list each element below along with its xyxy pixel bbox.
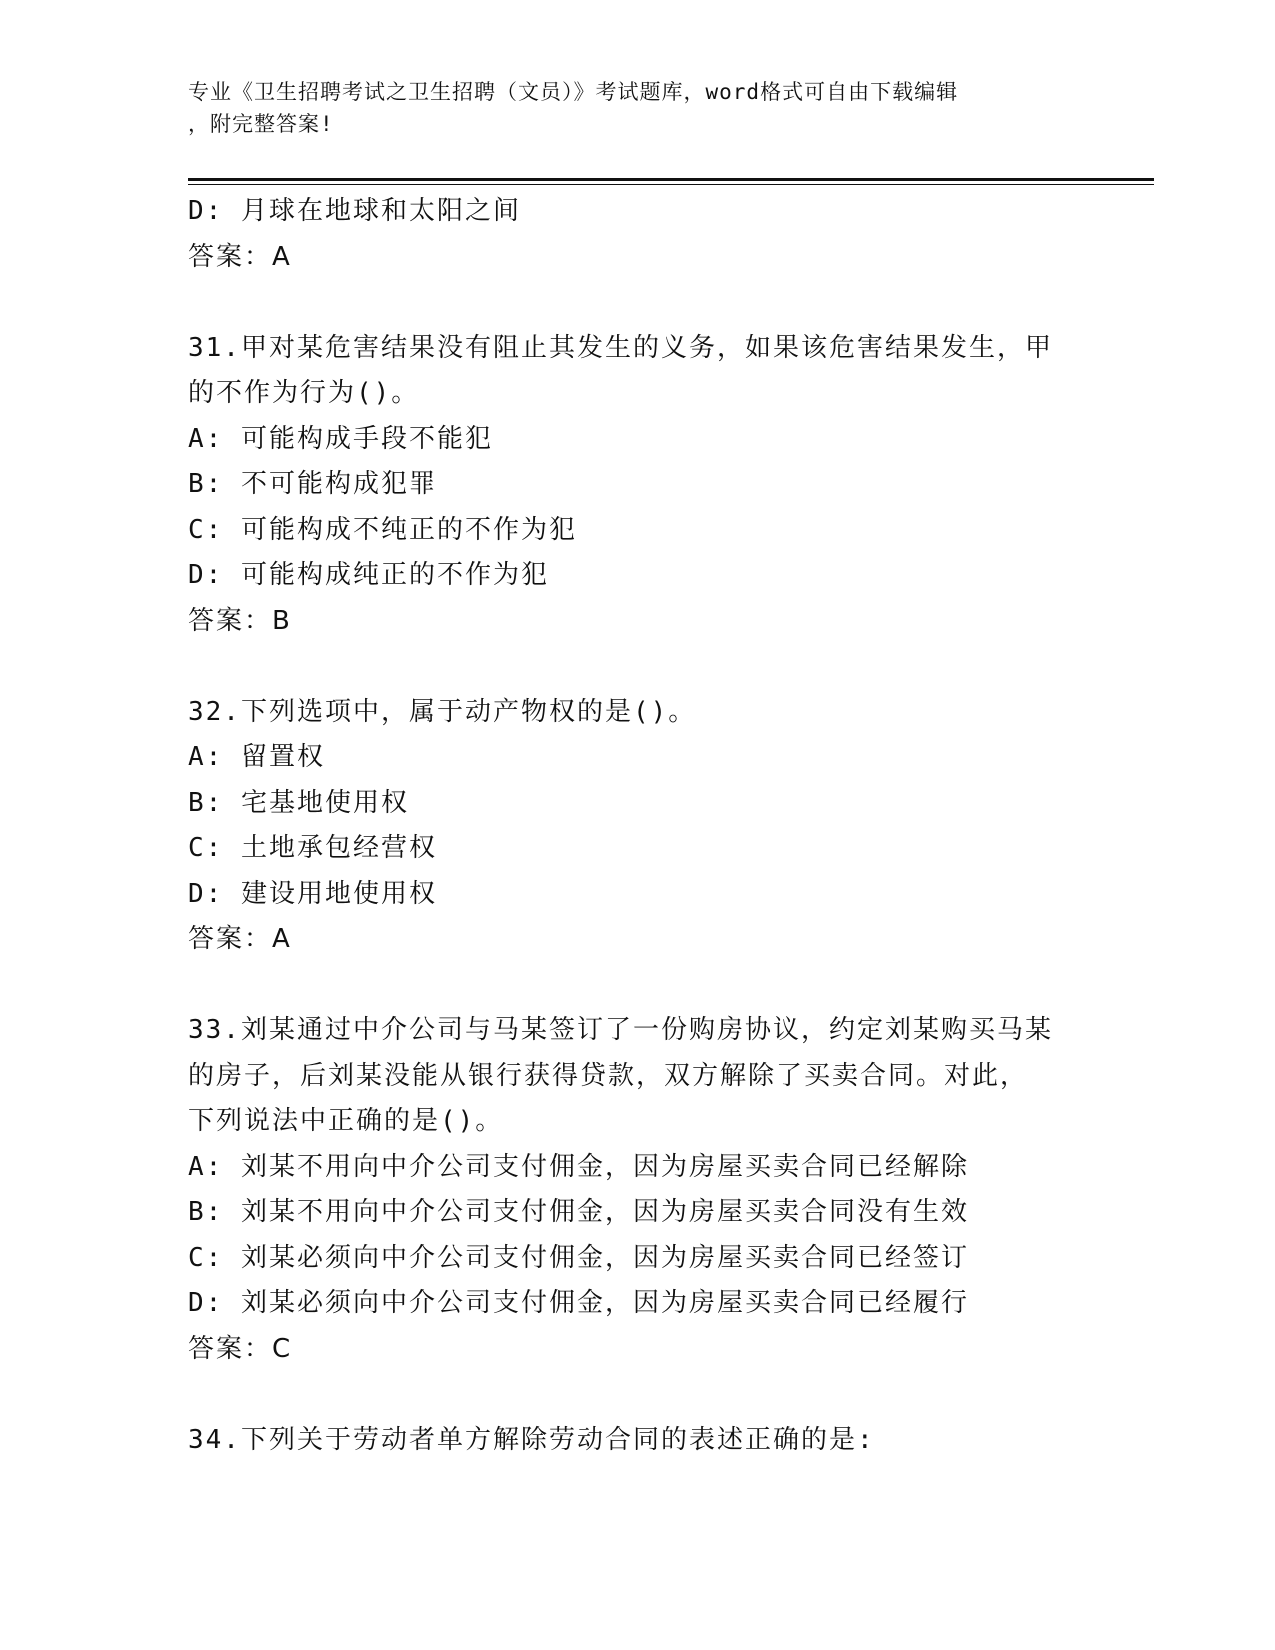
option-a: A: 可能构成手段不能犯 [188,423,493,454]
option-c: C: 可能构成不纯正的不作为犯 [188,514,577,545]
spacer [188,280,1088,326]
question-34 [188,1418,1088,1464]
question-31 [188,326,1088,645]
question-text-line: 32.下列选项中，属于动产物权的是()。 [188,696,697,727]
answer: 答案：B [188,605,292,636]
question-33 [188,1008,1088,1372]
option-b: B: 不可能构成犯罪 [188,469,437,499]
question-text-line: 的房子，后刘某没能从银行获得贷款，双方解除了买卖合同。对此， [188,1060,1029,1091]
option-c: C: 土地承包经营权 [188,833,437,863]
question-text-line: 下列说法中正确的是()。 [188,1106,504,1136]
header-title-line-1: 专业《卫生招聘考试之卫生招聘（文员）》考试题库，word格式可自由下载编辑 [188,80,959,104]
question-text-line: 的不作为行为()。 [188,378,420,408]
option-b: B: 宅基地使用权 [188,787,409,818]
header-rule-thick [188,178,1154,181]
header-title-line-2: ，附完整答案! [188,112,334,136]
question-text-line: 33.刘某通过中介公司与马某签订了一份购房协议，约定刘某购买马某 [188,1015,1053,1045]
option-b: B: 刘某不用向中介公司支付佣金，因为房屋买卖合同没有生效 [188,1197,969,1227]
option-c: C: 刘某必须向中介公司支付佣金，因为房屋买卖合同已经签订 [188,1242,969,1273]
question-text-line: 34.下列关于劳动者单方解除劳动合同的表述正确的是: [188,1424,875,1455]
spacer [188,644,1088,690]
spacer [188,963,1088,1009]
spacer [188,1372,1088,1418]
question-content [188,189,1088,1463]
document-header [188,76,1088,140]
question-text-line: 31.甲对某危害结果没有阻止其发生的义务，如果该危害结果发生，甲 [188,332,1053,363]
answer-prev: 答案：A [188,241,292,272]
answer: 答案：C [188,1333,293,1364]
question-32 [188,690,1088,963]
option-d: D: 刘某必须向中介公司支付佣金，因为房屋买卖合同已经履行 [188,1288,969,1318]
option-d-prev: D: 月球在地球和太阳之间 [188,196,521,226]
option-a: A: 刘某不用向中介公司支付佣金，因为房屋买卖合同已经解除 [188,1151,969,1182]
option-d: D: 建设用地使用权 [188,878,437,909]
answer: 答案：A [188,924,292,954]
header-rule-thin [188,184,1154,185]
option-a: A: 留置权 [188,742,325,772]
option-d: D: 可能构成纯正的不作为犯 [188,560,549,590]
